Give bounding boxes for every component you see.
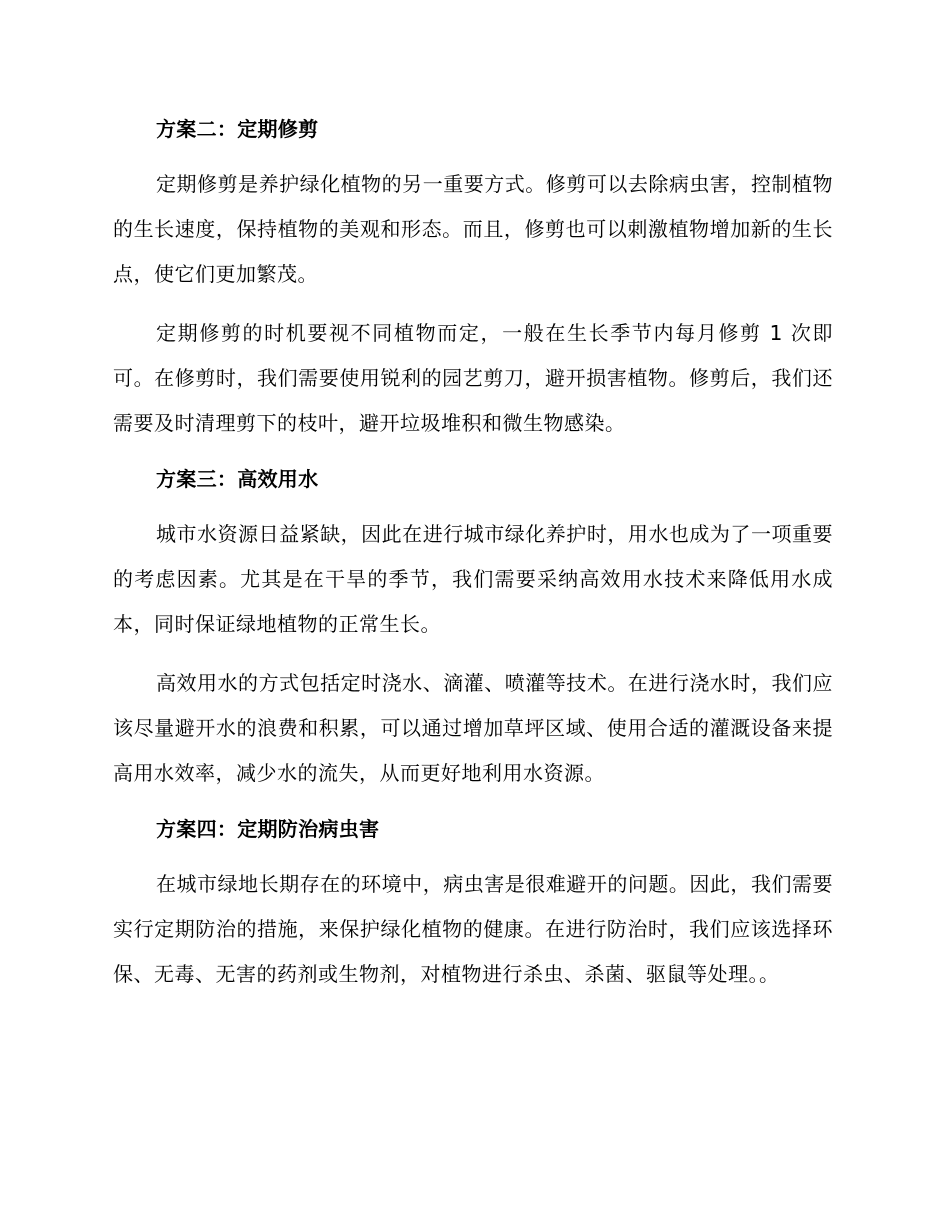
- paragraph-pruning-timing: 定期修剪的时机要视不同植物而定，一般在生长季节内每月修剪 1 次即可。在修剪时，我们需要使用锐利的园艺剪刀，避开损害植物。修剪后，我们还需要及时清理剪下的枝叶，避开垃圾堆积和微生物感染。: [113, 321, 833, 435]
- section-heading-pest-control: 方案四：定期防治病虫害: [156, 817, 380, 841]
- section-heading-pruning: 方案二：定期修剪: [156, 117, 319, 141]
- paragraph-water-intro: 城市水资源日益紧缺，因此在进行城市绿化养护时，用水也成为了一项重要的考虑因素。尤其是在干旱的季节，我们需要采纳高效用水技术来降低用水成本，同时保证绿地植物的正常生长。: [113, 522, 833, 636]
- document-body: [113, 110, 833, 1011]
- section-heading-water: 方案三：高效用水: [156, 467, 319, 491]
- paragraph-pest-control: 在城市绿地长期存在的环境中，病虫害是很难避开的问题。因此，我们需要实行定期防治的措施，来保护绿化植物的健康。在进行防治时，我们应该选择环保、无毒、无害的药剂或生物剂，对植物进行杀虫、杀菌、驱鼠等处理。。: [113, 872, 833, 986]
- paragraph-water-methods: 高效用水的方式包括定时浇水、滴灌、喷灌等技术。在进行浇水时，我们应该尽量避开水的浪费和积累，可以通过增加草坪区域、使用合适的灌溉设备来提高用水效率，减少水的流失，从而更好地利用水资源。: [113, 671, 833, 785]
- paragraph-pruning-intro: 定期修剪是养护绿化植物的另一重要方式。修剪可以去除病虫害，控制植物的生长速度，保持植物的美观和形态。而且，修剪也可以刺激植物增加新的生长点，使它们更加繁茂。: [113, 172, 833, 286]
